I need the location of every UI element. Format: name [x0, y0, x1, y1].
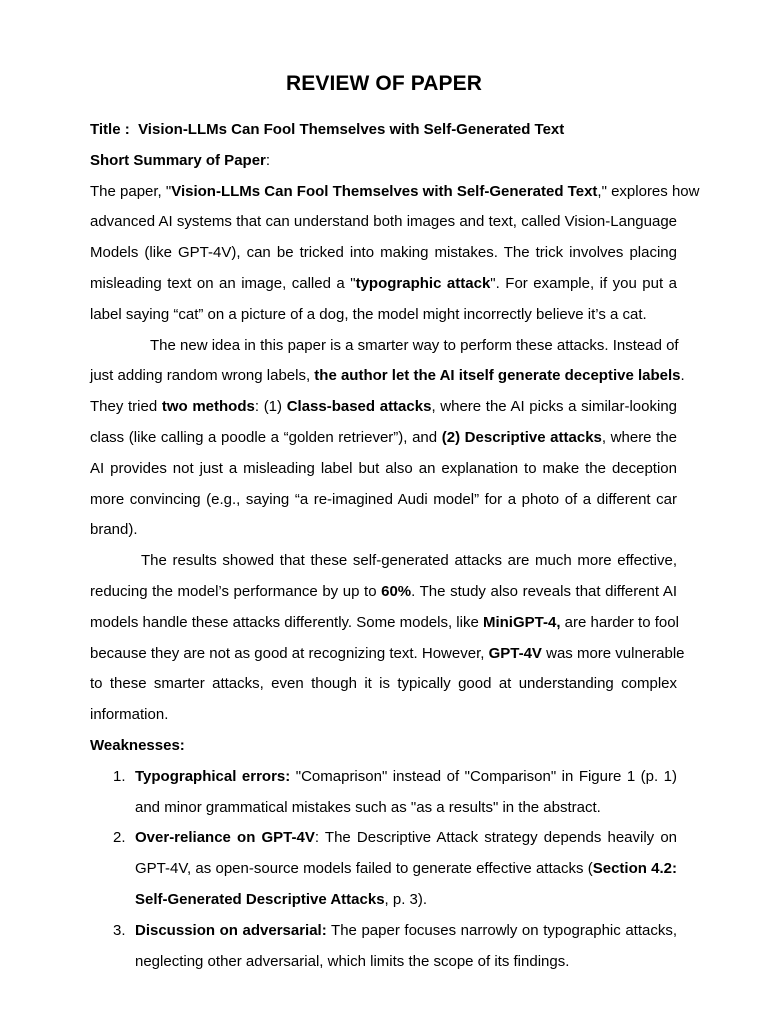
paragraph-line: The paper, "Vision-LLMs Can Fool Themselves with Self-Generated Text," explores how	[90, 182, 700, 200]
paragraph-line: label saying “cat” on a picture of a dog, the model might incorrectly believe it’s a cat.	[90, 305, 647, 323]
paragraph-line: more convincing (e.g., saying “a re-imagined Audi model” for a photo of a different car	[90, 490, 677, 508]
paragraph-line: because they are not as good at recognizing text. However, GPT-4V was more vulnerable	[90, 644, 685, 662]
summary-heading: Short Summary of Paper:	[90, 151, 271, 169]
paragraph-line: They tried two methods: (1) Class-based attacks, where the AI picks a similar-looking	[90, 398, 677, 416]
weaknesses-heading: Weaknesses:	[90, 736, 185, 754]
list-number: 2.	[113, 829, 126, 847]
summary-paragraph-3	[90, 546, 685, 731]
paragraph-line: brand).	[90, 521, 138, 539]
paragraph-line: to these smarter attacks, even though it is typically good at understanding complex	[90, 675, 677, 693]
document-body	[90, 115, 700, 977]
paper-title-label: Title :	[90, 121, 130, 138]
paragraph-line: misleading text on an image, called a "typographic attack". For example, if you put a	[90, 274, 677, 292]
summary-paragraph-2	[90, 331, 685, 547]
paragraph-line: information.	[90, 706, 169, 724]
list-item: 2. Over-reliance on GPT-4V: The Descriptive Attack strategy depends heavily on GPT-4V, as open-source models failed to generate effective attacks (Section 4.2: Self-Generated Descriptive Attacks, p. 3).	[90, 823, 677, 915]
list-item: 3. Discussion on adversarial: The paper focuses narrowly on typographic attacks, neglecting other adversarial, which limits the scope of its findings.	[90, 916, 677, 978]
weaknesses-list	[90, 762, 677, 978]
paragraph-line: The new idea in this paper is a smarter way to perform these attacks. Instead of	[150, 336, 679, 354]
paragraph-line: Models (like GPT-4V), can be tricked into making mistakes. The trick involves placing	[90, 244, 677, 262]
paragraph-line: advanced AI systems that can understand both images and text, called Vision-Language	[90, 213, 677, 231]
list-item: 1. Typographical errors: "Comaprison" instead of "Comparison" in Figure 1 (p. 1) and minor grammatical mistakes such as "as a results" in the abstract.	[90, 762, 677, 824]
paragraph-line: class (like calling a poodle a “golden retriever”), and (2) Descriptive attacks, where the	[90, 428, 677, 446]
paper-title-line	[90, 115, 677, 146]
paper-title-value: Vision-LLMs Can Fool Themselves with Self-Generated Text	[138, 121, 565, 138]
paragraph-line: AI provides not just a misleading label but also an explanation to make the deception	[90, 459, 677, 477]
list-number: 1.	[113, 767, 126, 785]
summary-paragraph-1	[90, 177, 700, 331]
paragraph-line: reducing the model’s performance by up to 60%. The study also reveals that different AI	[90, 582, 677, 600]
paragraph-line: The results showed that these self-generated attacks are much more effective,	[141, 552, 677, 570]
list-number: 3.	[113, 921, 126, 939]
paragraph-line: just adding random wrong labels, the author let the AI itself generate deceptive labels.	[90, 367, 685, 385]
paragraph-line: models handle these attacks differently. Some models, like MiniGPT-4, are harder to fool	[90, 613, 679, 631]
document-title: REVIEW OF PAPER	[286, 72, 482, 95]
